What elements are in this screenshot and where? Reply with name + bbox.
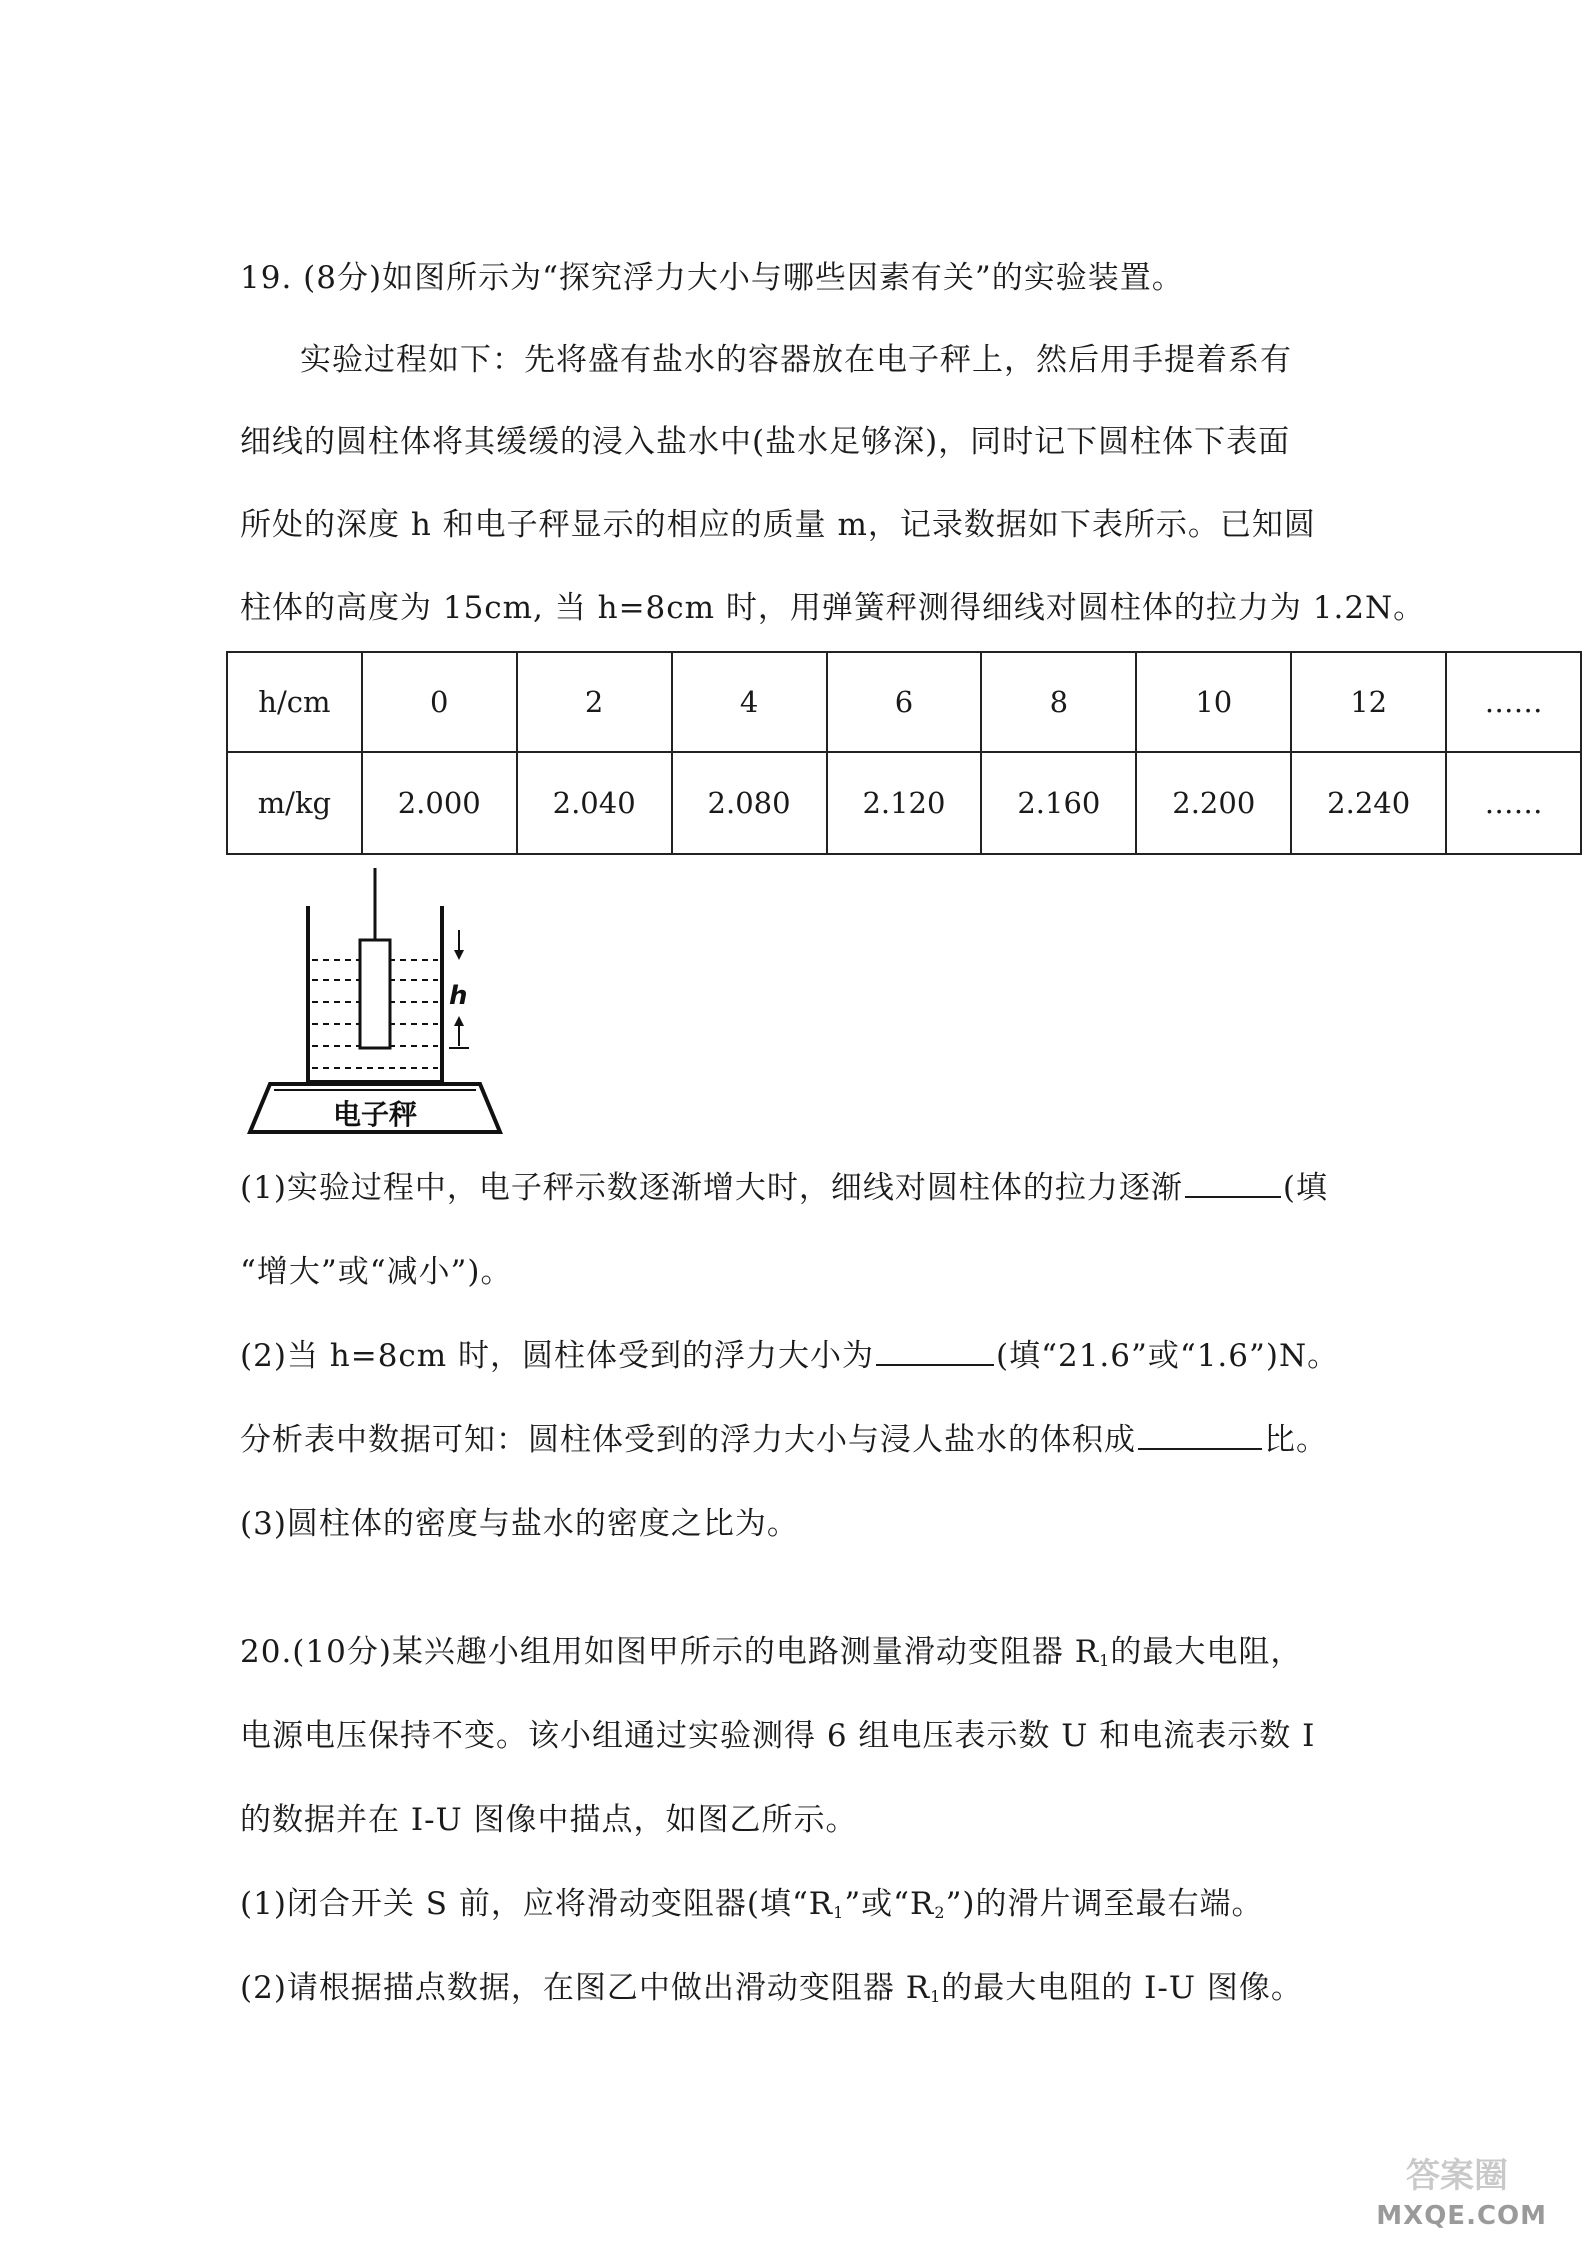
q19-sub1-text-b: (填: [1282, 1170, 1329, 1206]
watermark-text: MXQE.COM: [1376, 2201, 1547, 2231]
answer-blank-1[interactable]: [1185, 1168, 1281, 1198]
q20-line-4: [240, 1884, 1264, 1933]
table-cell: 2.200: [1136, 752, 1291, 854]
q20-line-1-sub: 1: [1099, 1651, 1111, 1670]
table-cell: ……: [1446, 652, 1581, 752]
q19-para-line-4: 柱体的高度为 15cm, 当 h=8cm 时，用弹簧秤测得细线对圆柱体的拉力为 1.2N。: [240, 590, 1426, 626]
q20-line-3: 的数据并在 I-U 图像中描点，如图乙所示。: [240, 1802, 858, 1838]
h-arrow-head-top: [454, 950, 464, 960]
table-header-m: m/kg: [227, 752, 362, 854]
q20-line-5-b: 的最大电阻的 I-U 图像。: [941, 1970, 1303, 2006]
table-header-h: h/cm: [227, 652, 362, 752]
q19-sub2-text-b: (填“21.6”或“1.6”)N。: [996, 1338, 1340, 1374]
q19-sub3: (3)圆柱体的密度与盐水的密度之比为。: [240, 1506, 799, 1542]
cylinder: [360, 940, 390, 1048]
table-cell: 4: [672, 652, 827, 752]
q19-para-line-3: 所处的深度 h 和电子秤显示的相应的质量 m，记录数据如下表所示。已知圆: [240, 507, 1316, 543]
q20-line-4-sub2: 2: [934, 1903, 946, 1922]
table-cell: 6: [827, 652, 982, 752]
q19-sub2-text-d: 比。: [1264, 1422, 1328, 1458]
watermark-logo-text: 答案圈: [1406, 2156, 1508, 2196]
table-cell: 2.240: [1291, 752, 1446, 854]
q20-line-4-sub1: 1: [833, 1903, 845, 1922]
table-cell: ……: [1446, 752, 1581, 854]
table-cell: 2.120: [827, 752, 982, 854]
table-cell: 2.160: [981, 752, 1136, 854]
q20-line-1: [240, 1632, 1302, 1681]
answer-blank-2[interactable]: [876, 1336, 994, 1366]
table-row: [227, 652, 1581, 752]
q19-sub1-line2: “增大”或“减小”)。: [240, 1254, 513, 1290]
q20-line-4-a: (1)闭合开关 S 前，应将滑动变阻器(填“R: [240, 1886, 834, 1922]
scale-label: 电子秤: [332, 1098, 418, 1131]
q19-sub2-line2: [240, 1420, 1328, 1460]
table-cell: 2.000: [362, 752, 517, 854]
q19-sub2-text-c: 分析表中数据可知：圆柱体受到的浮力大小与浸人盐水的体积成: [240, 1422, 1136, 1458]
answer-blank-3[interactable]: [1138, 1420, 1262, 1450]
table-cell: 2: [517, 652, 672, 752]
table-cell: 12: [1291, 652, 1446, 752]
table-row: [227, 752, 1581, 854]
data-table: [226, 651, 1582, 855]
apparatus-figure: [244, 868, 524, 1138]
table-cell: 10: [1136, 652, 1291, 752]
q19-para-line-2: 细线的圆柱体将其缓缓的浸入盐水中(盐水足够深)，同时记下圆柱体下表面: [240, 424, 1291, 460]
table-cell: 2.080: [672, 752, 827, 854]
q19-sub2-text: (2)当 h=8cm 时，圆柱体受到的浮力大小为: [240, 1338, 875, 1374]
q20-line-5-a: (2)请根据描点数据，在图乙中做出滑动变阻器 R: [240, 1970, 931, 2006]
table-cell: 0: [362, 652, 517, 752]
q19-sub1-text: (1)实验过程中，电子秤示数逐渐增大时，细线对圆柱体的拉力逐渐: [240, 1170, 1183, 1206]
q19-title: 19. (8分)如图所示为“探究浮力大小与哪些因素有关”的实验装置。: [240, 260, 1184, 296]
q20-line-1-b: 的最大电阻，: [1110, 1634, 1303, 1670]
h-arrow-head-bottom: [454, 1016, 464, 1026]
q20-line-4-c: ”)的滑片调至最右端。: [945, 1886, 1264, 1922]
q20-line-2: 电源电压保持不变。该小组通过实验测得 6 组电压表示数 U 和电流表示数 I: [240, 1718, 1316, 1754]
q20-line-1-a: 20.(10分)某兴趣小组用如图甲所示的电路测量滑动变阻器 R: [240, 1634, 1100, 1670]
q19-para-line-1: 实验过程如下：先将盛有盐水的容器放在电子秤上，然后用手提着系有: [300, 342, 1292, 378]
h-label: h: [449, 981, 468, 1011]
table-cell: 8: [981, 652, 1136, 752]
q19-sub1-line1: [240, 1168, 1328, 1208]
q20-line-5: [240, 1968, 1303, 2017]
table-cell: 2.040: [517, 752, 672, 854]
q20-line-4-b: ”或“R: [844, 1886, 935, 1922]
q20-line-5-sub: 1: [930, 1987, 942, 2006]
q19-sub2-line1: [240, 1336, 1339, 1376]
